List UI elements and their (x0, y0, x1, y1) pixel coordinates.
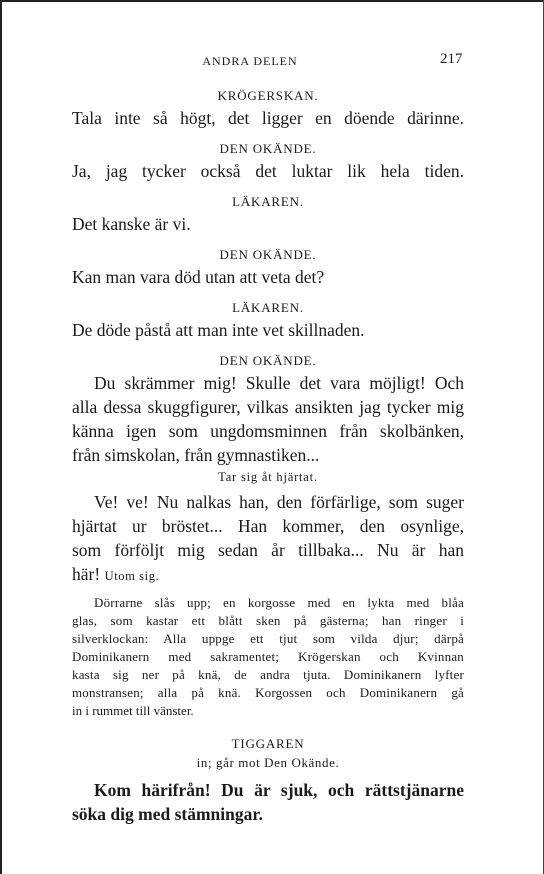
stage-line: monstransen; alla på knä. Korgossen och Dominikanern gå (72, 685, 464, 700)
speaker-label: DEN OKÄNDE. (219, 353, 317, 368)
stage-line: silverklockan: Alla uppge ett tjut som vilda djur; därpå (72, 631, 464, 646)
stage-line: kasta sig ner på knä, de andra tjuta. Dominikanern lyfter (72, 667, 464, 682)
stage-line: glas, som kastar ett blått sken på gästerna; han ringer i (72, 613, 464, 628)
speech-paragraph (72, 778, 464, 826)
exit-direction: Utom sig. (104, 569, 160, 583)
speech-line: här! (72, 564, 101, 584)
stage-direction-block (72, 594, 464, 720)
stage-line: in i rummet till vänster. (72, 703, 194, 718)
running-head (0, 51, 544, 72)
speech-line: Kom härifrån! Du är sjuk, och rättstjänarne (94, 780, 464, 800)
page-left-edge (0, 0, 2, 874)
page-number: 217 (440, 51, 463, 67)
page-top-edge (0, 0, 544, 2)
stage-direction-inline: in; går mot Den Okände. (196, 755, 340, 770)
speech-line: hjärtat ur bröstet... Han kommer, den osynlige, (72, 516, 464, 536)
page-body (72, 86, 464, 826)
speech-line: Du skrämmer mig! Skulle det vara möjligt! Och (94, 373, 464, 393)
speaker-label: LÄKAREN. (232, 194, 304, 209)
speaker-label: LÄKAREN. (232, 300, 304, 315)
dialogue-line: De döde påstå att man inte vet skillnaden. (72, 320, 365, 340)
stage-line: Dominikanern med sakramentet; Krögerskan och Kvinnan (72, 649, 464, 664)
running-title: ANDRA DELEN (202, 54, 298, 68)
speech-line: alla dessa skuggfigurer, vilkas ansikten jag tycker mig (72, 397, 464, 417)
dialogue-line: Det kanske är vi. (72, 214, 191, 234)
speaker-label: TIGGAREN (231, 736, 305, 751)
stage-line: Dörrarne slås upp; en korgosse med en lykta med blåa (94, 595, 464, 610)
stage-direction-inline: Tar sig åt hjärtat. (218, 470, 318, 484)
speech-paragraph (72, 371, 464, 467)
speaker-label: DEN OKÄNDE. (219, 247, 317, 262)
speaker-label: KRÖGERSKAN. (217, 88, 319, 103)
speech-line: som förföljt mig sedan år tillbaka... Nu är han (72, 540, 464, 560)
speech-line: Ve! ve! Nu nalkas han, den förfärlige, som suger (94, 492, 464, 512)
dialogue-line: Kan man vara död utan att veta det? (72, 267, 325, 287)
dialogue-line: Tala inte så högt, det ligger en döende därinne. (72, 108, 464, 128)
speech-paragraph (72, 490, 464, 588)
dialogue-line: Ja, jag tycker också det luktar lik hela tiden. (72, 161, 464, 181)
speech-line: söka dig med stämningar. (72, 804, 263, 824)
speech-line: känna igen som ungdomsminnen från skolbänken, (72, 421, 464, 441)
speaker-label: DEN OKÄNDE. (219, 141, 317, 156)
speech-line: från simskolan, från gymnastiken... (72, 445, 320, 465)
